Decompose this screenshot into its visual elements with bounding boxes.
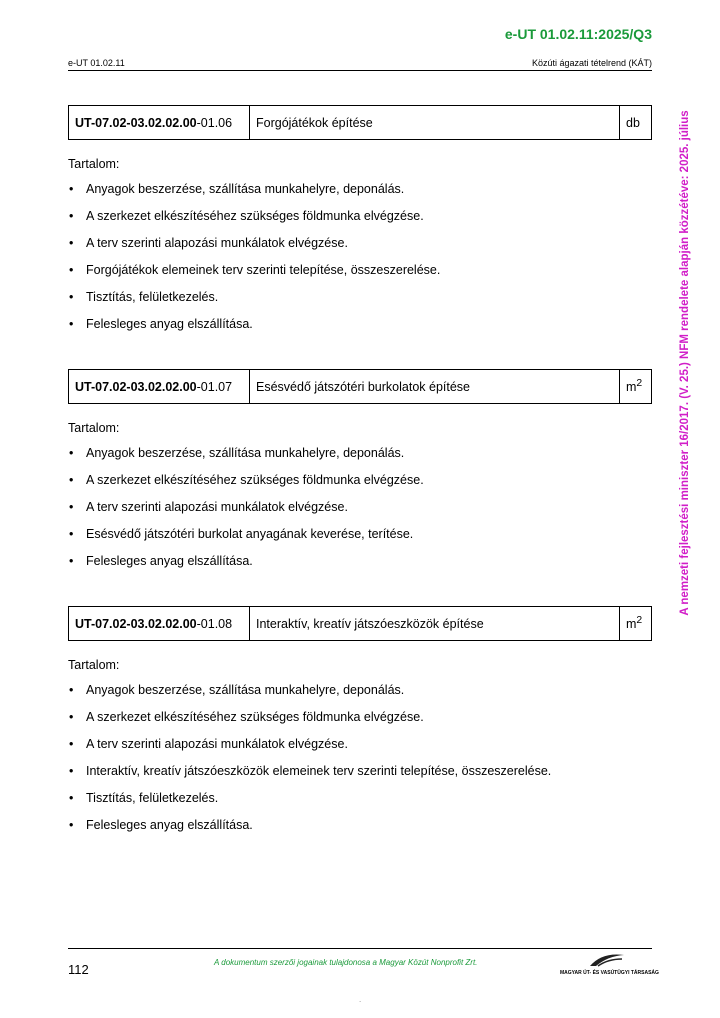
list-item: • A terv szerinti alapozási munkálatok elvégzése. (68, 737, 652, 753)
copyright-notice: A dokumentum szerzői jogainak tulajdonosa a Magyar Közút Nonprofit Zrt. (214, 958, 478, 967)
list-item: • A szerkezet elkészítéséhez szükséges földmunka elvégzése. (68, 209, 652, 225)
item-code: UT-07.02-03.02.02.00-01.07 (69, 370, 250, 404)
task-list (68, 683, 652, 834)
header-right: Közúti ágazati tételrend (KÁT) (531, 58, 652, 68)
list-item: • Tisztítás, felületkezelés. (68, 791, 652, 807)
company-logo (560, 952, 659, 976)
item-unit: db (620, 106, 652, 140)
list-item: • Forgójátékok elemeinek terv szerinti telepítése, összeszerelése. (68, 263, 652, 279)
logo-swoosh-icon (588, 952, 626, 968)
item-header-table (68, 606, 652, 641)
list-item: • Felesleges anyag elszállítása. (68, 818, 652, 834)
list-item: • A szerkezet elkészítéséhez szükséges földmunka elvégzése. (68, 473, 652, 489)
list-item: • Esésvédő játszótéri burkolat anyagának keverése, terítése. (68, 527, 652, 543)
task-list (68, 446, 652, 570)
item-header-table (68, 369, 652, 404)
logo-text: MAGYAR ÚT- ÉS VASÚTÜGYI TÁRSASÁG (560, 970, 659, 976)
header-left: e-UT 01.02.11 (68, 58, 125, 68)
item-title: Esésvédő játszótéri burkolatok építése (250, 370, 620, 404)
section-01-07 (68, 369, 652, 570)
content-label: Tartalom: (68, 157, 120, 171)
list-item: • Interaktív, kreatív játszóeszközök elemeinek terv szerinti telepítése, összeszerelése. (68, 764, 652, 780)
list-item: • Anyagok beszerzése, szállítása munkahelyre, deponálás. (68, 683, 652, 699)
section-01-08 (68, 606, 652, 834)
document-code: e-UT 01.02.11:2025/Q3 (504, 26, 652, 42)
page-number: 112 (68, 962, 89, 977)
list-item: • A szerkezet elkészítéséhez szükséges földmunka elvégzése. (68, 710, 652, 726)
content-label: Tartalom: (68, 421, 120, 435)
content-label: Tartalom: (68, 658, 120, 672)
item-title: Forgójátékok építése (250, 106, 620, 140)
footer-dot: . (359, 995, 362, 1004)
item-unit: $m^2$ (620, 370, 652, 404)
side-note (676, 96, 694, 630)
item-unit: $m^2$ (620, 607, 652, 641)
footer-rule (68, 948, 652, 949)
list-item: • A terv szerinti alapozási munkálatok elvégzése. (68, 236, 652, 252)
task-list (68, 182, 652, 333)
section-01-06 (68, 105, 652, 333)
header-rule (68, 70, 652, 71)
item-header-table (68, 105, 652, 140)
list-item: • Anyagok beszerzése, szállítása munkahelyre, deponálás. (68, 182, 652, 198)
side-note-text: A nemzeti fejlesztési miniszter 16/2017. (V. 25.) NFM rendelete alapján közzétéve: 2025. július (679, 110, 691, 616)
item-title: Interaktív, kreatív játszóeszközök építése (250, 607, 620, 641)
item-code: UT-07.02-03.02.02.00-01.08 (69, 607, 250, 641)
list-item: • Felesleges anyag elszállítása. (68, 554, 652, 570)
list-item: • Anyagok beszerzése, szállítása munkahelyre, deponálás. (68, 446, 652, 462)
item-code: UT-07.02-03.02.02.00-01.06 (69, 106, 250, 140)
list-item: • Tisztítás, felületkezelés. (68, 290, 652, 306)
list-item: • A terv szerinti alapozási munkálatok elvégzése. (68, 500, 652, 516)
list-item: • Felesleges anyag elszállítása. (68, 317, 652, 333)
